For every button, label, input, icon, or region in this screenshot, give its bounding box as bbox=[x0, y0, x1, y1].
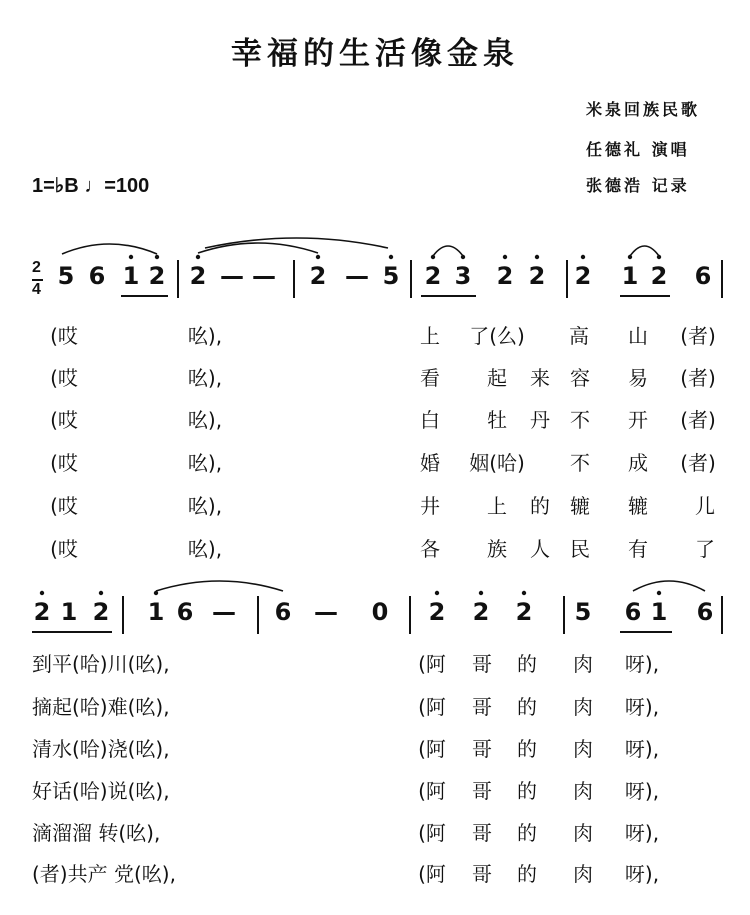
lyric-line: 摘起(哈)难(吆), bbox=[32, 695, 170, 719]
octave-dot bbox=[435, 591, 439, 595]
lyric-syllable: 不 bbox=[570, 408, 590, 432]
lyric-syllable: (哎 bbox=[50, 324, 78, 348]
lyric-syllable: 井 bbox=[420, 494, 440, 518]
lyric-syllable: 族 bbox=[487, 537, 507, 561]
singer-credit: 任德礼 演唱 bbox=[586, 140, 690, 159]
note: 2 bbox=[309, 262, 327, 290]
note: 6 bbox=[624, 598, 642, 626]
lyric-line: 滴溜溜 转(吆), bbox=[32, 821, 161, 845]
note: 2 bbox=[574, 262, 592, 290]
octave-dot bbox=[522, 591, 526, 595]
lyric-syllable: (阿 bbox=[418, 779, 446, 803]
lyric-line: 到平(哈)川(吆), bbox=[32, 652, 170, 676]
note: 5 bbox=[574, 598, 592, 626]
note: — bbox=[212, 598, 236, 626]
lyric-syllable: (阿 bbox=[418, 695, 446, 719]
lyric-syllable: 各 bbox=[420, 537, 440, 561]
source-credit: 米泉回族民歌 bbox=[586, 100, 701, 119]
lyric-syllable: (阿 bbox=[418, 862, 446, 886]
octave-dot bbox=[155, 255, 159, 259]
slur bbox=[62, 244, 157, 254]
note: 6 bbox=[88, 262, 106, 290]
recorder-credit: 张德浩 记录 bbox=[586, 176, 690, 195]
octave-dot bbox=[129, 255, 133, 259]
lyric-syllable: 高 bbox=[569, 324, 589, 348]
lyric-syllable: 肉 bbox=[573, 737, 593, 761]
octave-dot bbox=[40, 591, 44, 595]
lyric-syllable: (阿 bbox=[418, 737, 446, 761]
lyric-syllable: 的 bbox=[517, 862, 537, 886]
lyric-syllable: 山 bbox=[628, 324, 648, 348]
lyric-syllable: 的 bbox=[517, 652, 537, 676]
note: 2 bbox=[189, 262, 207, 290]
lyric-syllable: 呀), bbox=[624, 862, 660, 886]
note: 2 bbox=[428, 598, 446, 626]
lyric-syllable: 肉 bbox=[573, 862, 593, 886]
note: 6 bbox=[696, 598, 714, 626]
lyric-syllable: 上 bbox=[487, 494, 507, 518]
lyric-syllable: 成 bbox=[628, 451, 648, 475]
lyric-syllable: 了 bbox=[695, 537, 715, 561]
note: 1 bbox=[60, 598, 78, 626]
octave-dot bbox=[503, 255, 507, 259]
lyric-syllable: (者) bbox=[680, 324, 716, 348]
lyric-syllable: (哎 bbox=[50, 408, 78, 432]
lyric-syllable: 呀), bbox=[624, 779, 660, 803]
lyric-syllable: (者) bbox=[680, 451, 716, 475]
lyric-syllable: 吆), bbox=[187, 537, 223, 561]
lyric-syllable: 呀), bbox=[624, 821, 660, 845]
octave-dot bbox=[479, 591, 483, 595]
lyric-syllable: 白 bbox=[420, 408, 440, 432]
lyric-syllable: 肉 bbox=[573, 695, 593, 719]
note: 3 bbox=[454, 262, 472, 290]
lyric-syllable: 哥 bbox=[472, 737, 492, 761]
lyric-syllable: (哎 bbox=[50, 366, 78, 390]
octave-dot bbox=[154, 591, 158, 595]
note: 2 bbox=[472, 598, 490, 626]
lyric-line: 好话(哈)说(吆), bbox=[32, 779, 170, 803]
lyric-syllable: 吆), bbox=[187, 451, 223, 475]
lyric-syllable: 呀), bbox=[624, 695, 660, 719]
note: 2 bbox=[528, 262, 546, 290]
lyric-syllable: 辘 bbox=[628, 494, 648, 518]
lyric-syllable: 开 bbox=[628, 408, 648, 432]
lyric-syllable: 看 bbox=[420, 366, 440, 390]
lyric-syllable: 有 bbox=[628, 537, 648, 561]
note: 2 bbox=[515, 598, 533, 626]
note: 2 bbox=[650, 262, 668, 290]
lyric-syllable: 民 bbox=[570, 537, 590, 561]
lyric-syllable: 容 bbox=[570, 366, 590, 390]
lyric-syllable: 吆), bbox=[187, 324, 223, 348]
lyric-syllable: (哎 bbox=[50, 494, 78, 518]
lyric-syllable: (阿 bbox=[418, 652, 446, 676]
note: 5 bbox=[382, 262, 400, 290]
lyric-syllable: 肉 bbox=[573, 779, 593, 803]
lyric-syllable: 哥 bbox=[472, 695, 492, 719]
lyric-syllable: 的 bbox=[517, 821, 537, 845]
lyric-syllable: 吆), bbox=[187, 408, 223, 432]
key-tempo: 1=♭B ♩=100 bbox=[32, 175, 150, 197]
lyric-syllable: (哎 bbox=[50, 537, 78, 561]
slur bbox=[433, 246, 463, 256]
octave-dot bbox=[389, 255, 393, 259]
lyric-syllable: 的 bbox=[517, 737, 537, 761]
note: 2 bbox=[92, 598, 110, 626]
song-title: 幸福的生活像金泉 bbox=[231, 36, 519, 72]
slur bbox=[630, 246, 659, 256]
lyric-syllable: 呀), bbox=[624, 652, 660, 676]
note: 2 bbox=[424, 262, 442, 290]
lyric-syllable: (哎 bbox=[50, 451, 78, 475]
lyric-syllable: 辘 bbox=[570, 494, 590, 518]
note: 2 bbox=[496, 262, 514, 290]
lyric-syllable: 来 bbox=[530, 366, 550, 390]
lyric-syllable: 的 bbox=[517, 695, 537, 719]
octave-dot bbox=[99, 591, 103, 595]
lyric-syllable: (者) bbox=[680, 408, 716, 432]
slur bbox=[633, 581, 705, 591]
lyric-syllable: 哥 bbox=[472, 821, 492, 845]
note: 1 bbox=[650, 598, 668, 626]
lyric-syllable: 起 bbox=[487, 366, 507, 390]
octave-dot bbox=[316, 255, 320, 259]
lyric-syllable: 的 bbox=[517, 779, 537, 803]
note: 6 bbox=[694, 262, 712, 290]
time-signature-top: 2 bbox=[32, 259, 41, 276]
note: 5 bbox=[57, 262, 75, 290]
lyric-syllable: 的 bbox=[530, 494, 550, 518]
lyric-syllable: 儿 bbox=[695, 494, 715, 518]
lyric-syllable: 了(么) bbox=[469, 324, 525, 348]
note: 1 bbox=[621, 262, 639, 290]
lyric-syllable: 肉 bbox=[573, 652, 593, 676]
note: — bbox=[252, 262, 276, 290]
lyric-syllable: 吆), bbox=[187, 366, 223, 390]
note: 6 bbox=[176, 598, 194, 626]
note: 1 bbox=[147, 598, 165, 626]
lyric-line: (者)共产 党(吆), bbox=[32, 862, 176, 886]
time-signature-bottom: 4 bbox=[32, 279, 43, 299]
lyric-syllable: 哥 bbox=[472, 862, 492, 886]
note: 6 bbox=[274, 598, 292, 626]
lyric-syllable: 易 bbox=[628, 366, 648, 390]
note: 1 bbox=[122, 262, 140, 290]
octave-dot bbox=[657, 591, 661, 595]
lyric-syllable: (者) bbox=[680, 366, 716, 390]
lyric-syllable: 姻(哈) bbox=[469, 451, 525, 475]
lyric-syllable: 婚 bbox=[420, 451, 440, 475]
lyric-syllable: 呀), bbox=[624, 737, 660, 761]
lyric-syllable: 哥 bbox=[472, 652, 492, 676]
lyric-syllable: 吆), bbox=[187, 494, 223, 518]
octave-dot bbox=[581, 255, 585, 259]
lyric-syllable: 人 bbox=[530, 537, 550, 561]
lyric-line: 清水(哈)浇(吆), bbox=[32, 737, 170, 761]
lyric-syllable: 不 bbox=[570, 451, 590, 475]
octave-dot bbox=[196, 255, 200, 259]
lyric-syllable: 牡 bbox=[487, 408, 507, 432]
note: — bbox=[220, 262, 244, 290]
lyric-syllable: 肉 bbox=[573, 821, 593, 845]
lyric-syllable: 哥 bbox=[472, 779, 492, 803]
lyric-syllable: 丹 bbox=[530, 408, 550, 432]
slur bbox=[156, 581, 283, 591]
octave-dot bbox=[535, 255, 539, 259]
slur bbox=[198, 243, 318, 253]
lyric-syllable: (阿 bbox=[418, 821, 446, 845]
note: — bbox=[314, 598, 338, 626]
note: 2 bbox=[33, 598, 51, 626]
note: 0 bbox=[371, 598, 389, 626]
lyric-syllable: 上 bbox=[420, 324, 440, 348]
note: 2 bbox=[148, 262, 166, 290]
note: — bbox=[345, 262, 369, 290]
